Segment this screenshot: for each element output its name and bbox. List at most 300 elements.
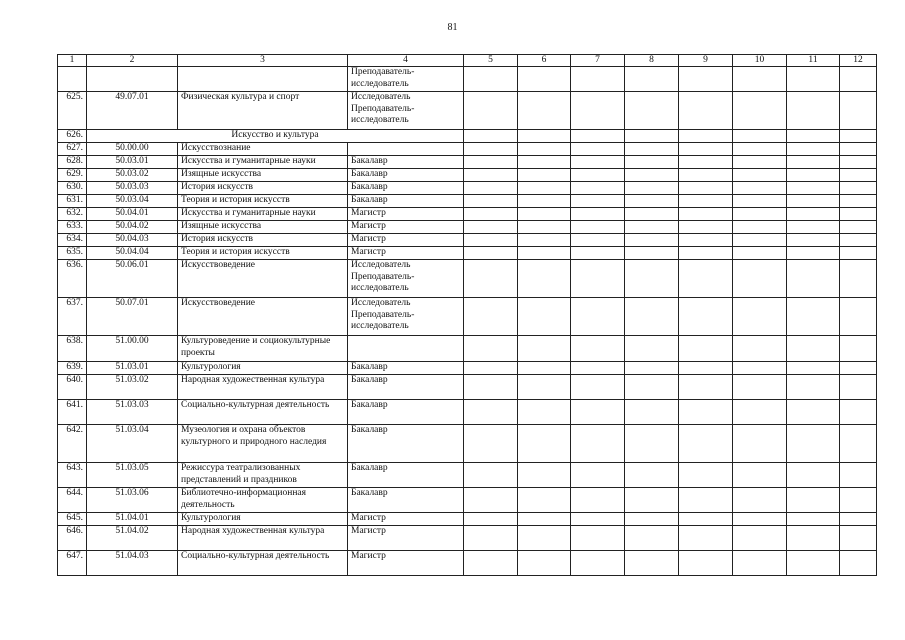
empty-cell — [787, 425, 840, 463]
qualification-cell — [348, 298, 464, 336]
table-row — [58, 208, 877, 221]
table-row — [58, 513, 877, 526]
empty-cell — [733, 247, 787, 260]
table-row — [58, 195, 877, 208]
qualification-line: Бакалавр — [351, 156, 388, 166]
empty-cell — [840, 298, 877, 336]
empty-cell — [625, 425, 679, 463]
row-number: 626. — [58, 130, 87, 143]
empty-cell — [518, 362, 571, 375]
empty-cell — [733, 551, 787, 576]
empty-cell — [571, 247, 625, 260]
empty-cell — [787, 513, 840, 526]
section-title: Искусство и культура — [87, 130, 464, 143]
row-number: 629. — [58, 169, 87, 182]
empty-cell — [733, 298, 787, 336]
empty-cell — [625, 143, 679, 156]
specialty-code: 51.04.01 — [87, 513, 178, 526]
empty-cell — [787, 208, 840, 221]
table-row — [58, 221, 877, 234]
table-row — [58, 260, 877, 298]
empty-cell — [840, 526, 877, 551]
specialty-name: Культурология — [178, 362, 348, 375]
qualification-cell — [348, 182, 464, 195]
specialty-code: 51.03.01 — [87, 362, 178, 375]
qualification-line: Преподаватель- — [351, 271, 415, 282]
empty-cell — [625, 362, 679, 375]
specialty-name: Искусства и гуманитарные науки — [178, 208, 348, 221]
table-row — [58, 463, 877, 488]
empty-cell — [518, 526, 571, 551]
empty-cell — [625, 488, 679, 513]
empty-cell — [679, 195, 733, 208]
table-row — [58, 169, 877, 182]
empty-cell — [518, 182, 571, 195]
empty-cell — [464, 234, 518, 247]
empty-cell — [733, 156, 787, 169]
empty-cell — [733, 400, 787, 425]
empty-cell — [840, 463, 877, 488]
empty-cell — [571, 551, 625, 576]
empty-cell — [787, 298, 840, 336]
empty-cell — [787, 221, 840, 234]
specialty-name: Режиссура театрализованных представлений и праздников — [178, 463, 348, 488]
empty-cell — [787, 247, 840, 260]
specialty-code: 51.00.00 — [87, 336, 178, 362]
empty-cell — [733, 488, 787, 513]
qualification-line: Исследователь — [351, 298, 411, 308]
empty-cell — [679, 375, 733, 400]
table-row — [58, 375, 877, 400]
row-number: 640. — [58, 375, 87, 400]
row-number: 641. — [58, 400, 87, 425]
empty-cell — [733, 169, 787, 182]
column-header: 4 — [348, 55, 464, 67]
empty-cell — [733, 143, 787, 156]
empty-cell — [464, 551, 518, 576]
empty-cell — [679, 169, 733, 182]
empty-cell — [840, 336, 877, 362]
empty-cell — [625, 375, 679, 400]
empty-cell — [518, 298, 571, 336]
empty-cell — [679, 425, 733, 463]
qualification-cell — [348, 234, 464, 247]
qualification-cell — [348, 195, 464, 208]
empty-cell — [679, 130, 733, 143]
empty-cell — [464, 260, 518, 298]
empty-cell — [625, 67, 679, 92]
specialty-code: 51.03.05 — [87, 463, 178, 488]
table-row — [58, 526, 877, 551]
empty-cell — [840, 221, 877, 234]
empty-cell — [787, 67, 840, 92]
table-row — [58, 156, 877, 169]
qualification-cell — [348, 362, 464, 375]
empty-cell — [733, 67, 787, 92]
empty-cell — [840, 130, 877, 143]
empty-cell — [571, 182, 625, 195]
empty-cell — [787, 526, 840, 551]
empty-cell — [733, 92, 787, 130]
specialty-code: 50.03.02 — [87, 169, 178, 182]
row-number: 646. — [58, 526, 87, 551]
row-number: 630. — [58, 182, 87, 195]
empty-cell — [571, 169, 625, 182]
specialties-table — [57, 54, 877, 576]
empty-cell — [787, 400, 840, 425]
empty-cell — [571, 260, 625, 298]
empty-cell — [464, 67, 518, 92]
empty-cell — [840, 67, 877, 92]
qualification-line: Преподаватель- — [351, 309, 415, 320]
qualification-cell — [348, 375, 464, 400]
empty-cell — [787, 169, 840, 182]
qualification-line: Бакалавр — [351, 463, 388, 473]
qualification-line: Бакалавр — [351, 400, 388, 410]
empty-cell — [679, 67, 733, 92]
specialty-name: Народная художественная культура — [178, 375, 348, 400]
qualification-line: Бакалавр — [351, 362, 388, 372]
qualification-line: Бакалавр — [351, 195, 388, 205]
empty-cell — [464, 513, 518, 526]
empty-cell — [464, 425, 518, 463]
empty-cell — [518, 67, 571, 92]
table-row — [58, 143, 877, 156]
empty-cell — [679, 551, 733, 576]
empty-cell — [625, 169, 679, 182]
empty-cell — [571, 463, 625, 488]
qualification-line: Преподаватель- — [351, 103, 415, 114]
specialty-name: Культурология — [178, 513, 348, 526]
empty-cell — [518, 551, 571, 576]
specialty-code: 51.03.03 — [87, 400, 178, 425]
qualification-line: Бакалавр — [351, 425, 388, 435]
section-row — [58, 130, 877, 143]
empty-cell — [787, 375, 840, 400]
specialty-name: Социально-культурная деятельность — [178, 551, 348, 576]
specialty-name: Теория и история искусств — [178, 247, 348, 260]
empty-cell — [571, 375, 625, 400]
column-header: 8 — [625, 55, 679, 67]
empty-cell — [733, 425, 787, 463]
table-row — [58, 362, 877, 375]
qualification-cell — [348, 67, 464, 92]
specialty-name: Народная художественная культура — [178, 526, 348, 551]
empty-cell — [571, 425, 625, 463]
column-header: 11 — [787, 55, 840, 67]
row-number: 643. — [58, 463, 87, 488]
empty-cell — [679, 513, 733, 526]
empty-cell — [518, 195, 571, 208]
empty-cell — [679, 234, 733, 247]
empty-cell — [464, 488, 518, 513]
empty-cell — [464, 143, 518, 156]
row-number: 632. — [58, 208, 87, 221]
empty-cell — [464, 208, 518, 221]
empty-cell — [787, 92, 840, 130]
specialty-code: 50.06.01 — [87, 260, 178, 298]
empty-cell — [464, 362, 518, 375]
row-number: 642. — [58, 425, 87, 463]
qualification-line: Бакалавр — [351, 182, 388, 192]
empty-cell — [787, 234, 840, 247]
specialty-code: 51.04.03 — [87, 551, 178, 576]
empty-cell — [840, 143, 877, 156]
qualification-line: Бакалавр — [351, 375, 388, 385]
qualification-line: Бакалавр — [351, 169, 388, 179]
row-number: 647. — [58, 551, 87, 576]
empty-cell — [464, 169, 518, 182]
row-number: 638. — [58, 336, 87, 362]
empty-cell — [625, 551, 679, 576]
empty-cell — [840, 169, 877, 182]
column-header: 3 — [178, 55, 348, 67]
empty-cell — [840, 425, 877, 463]
empty-cell — [679, 143, 733, 156]
row-number: 645. — [58, 513, 87, 526]
empty-cell — [625, 336, 679, 362]
empty-cell — [787, 336, 840, 362]
empty-cell — [518, 513, 571, 526]
header-row — [58, 55, 877, 67]
specialty-name: Социально-культурная деятельность — [178, 400, 348, 425]
specialty-code: 49.07.01 — [87, 92, 178, 130]
empty-cell — [840, 247, 877, 260]
row-number: 625. — [58, 92, 87, 130]
empty-cell — [571, 208, 625, 221]
empty-cell — [679, 526, 733, 551]
empty-cell — [733, 513, 787, 526]
empty-cell — [464, 400, 518, 425]
empty-cell — [518, 375, 571, 400]
empty-cell — [464, 221, 518, 234]
empty-cell — [625, 92, 679, 130]
specialty-name: История искусств — [178, 234, 348, 247]
empty-cell — [840, 260, 877, 298]
qualification-cell — [348, 400, 464, 425]
empty-cell — [625, 182, 679, 195]
empty-cell — [518, 143, 571, 156]
specialty-code: 50.04.03 — [87, 234, 178, 247]
empty-cell — [571, 513, 625, 526]
qualification-cell — [348, 156, 464, 169]
empty-cell — [787, 156, 840, 169]
qualification-cell — [348, 92, 464, 130]
row-number: 627. — [58, 143, 87, 156]
empty-cell — [840, 513, 877, 526]
qualification-line: Магистр — [351, 234, 386, 244]
qualification-cell — [348, 143, 464, 156]
specialty-code: 50.04.04 — [87, 247, 178, 260]
table-body — [58, 67, 877, 576]
empty-cell — [840, 156, 877, 169]
empty-cell — [679, 260, 733, 298]
empty-cell — [625, 247, 679, 260]
empty-cell — [840, 92, 877, 130]
empty-cell — [840, 182, 877, 195]
table-row — [58, 67, 877, 92]
page-number: 81 — [447, 22, 458, 33]
empty-cell — [840, 208, 877, 221]
empty-cell — [518, 92, 571, 130]
row-number: 634. — [58, 234, 87, 247]
empty-cell — [625, 400, 679, 425]
empty-cell — [840, 362, 877, 375]
empty-cell — [518, 336, 571, 362]
empty-cell — [464, 247, 518, 260]
qualification-cell — [348, 221, 464, 234]
empty-cell — [625, 234, 679, 247]
empty-cell — [625, 513, 679, 526]
empty-cell — [733, 208, 787, 221]
empty-cell — [840, 551, 877, 576]
qualification-line: исследователь — [351, 283, 409, 293]
empty-cell — [464, 463, 518, 488]
table-row — [58, 551, 877, 576]
table-row — [58, 247, 877, 260]
qualification-line: исследователь — [351, 78, 409, 89]
empty-cell — [679, 221, 733, 234]
empty-cell — [464, 526, 518, 551]
qualification-line: Магистр — [351, 551, 386, 561]
empty-cell — [733, 221, 787, 234]
qualification-cell — [348, 169, 464, 182]
specialty-code: 50.00.00 — [87, 143, 178, 156]
empty-cell — [571, 92, 625, 130]
qualification-cell — [348, 513, 464, 526]
column-header: 10 — [733, 55, 787, 67]
empty-cell — [518, 463, 571, 488]
empty-cell — [787, 130, 840, 143]
empty-cell — [625, 208, 679, 221]
table-row — [58, 234, 877, 247]
column-header: 9 — [679, 55, 733, 67]
table-row — [58, 298, 877, 336]
empty-cell — [571, 67, 625, 92]
qualification-line: Исследователь — [351, 92, 411, 102]
specialty-name: Культуроведение и социокультурные проекты — [178, 336, 348, 362]
qualification-line: Бакалавр — [351, 488, 388, 498]
table-row — [58, 92, 877, 130]
qualification-line: исследователь — [351, 321, 409, 331]
qualification-cell — [348, 208, 464, 221]
column-header: 12 — [840, 55, 877, 67]
empty-cell — [518, 156, 571, 169]
specialty-name: История искусств — [178, 182, 348, 195]
empty-cell — [518, 234, 571, 247]
empty-cell — [679, 488, 733, 513]
row-number: 639. — [58, 362, 87, 375]
empty-cell — [464, 375, 518, 400]
empty-cell — [679, 336, 733, 362]
specialty-name: Искусства и гуманитарные науки — [178, 156, 348, 169]
empty-cell — [840, 400, 877, 425]
qualification-cell — [348, 247, 464, 260]
empty-cell — [733, 195, 787, 208]
specialty-name: Теория и история искусств — [178, 195, 348, 208]
empty-cell — [733, 260, 787, 298]
table-row — [58, 488, 877, 513]
empty-cell — [518, 208, 571, 221]
row-number: 631. — [58, 195, 87, 208]
specialty-code: 50.04.01 — [87, 208, 178, 221]
qualification-cell — [348, 526, 464, 551]
specialty-name: Искусствоведение — [178, 298, 348, 336]
empty-cell — [787, 551, 840, 576]
specialty-code — [87, 67, 178, 92]
empty-cell — [518, 425, 571, 463]
empty-cell — [464, 298, 518, 336]
empty-cell — [625, 463, 679, 488]
specialty-code: 50.03.03 — [87, 182, 178, 195]
qualification-line: исследователь — [351, 115, 409, 125]
empty-cell — [518, 130, 571, 143]
specialty-name: Искусствоведение — [178, 260, 348, 298]
specialty-code: 50.07.01 — [87, 298, 178, 336]
empty-cell — [679, 182, 733, 195]
table-row — [58, 400, 877, 425]
specialty-code: 51.04.02 — [87, 526, 178, 551]
empty-cell — [733, 336, 787, 362]
qualification-cell — [348, 463, 464, 488]
empty-cell — [733, 375, 787, 400]
empty-cell — [571, 156, 625, 169]
column-header: 7 — [571, 55, 625, 67]
specialty-name: Изящные искусства — [178, 221, 348, 234]
empty-cell — [679, 298, 733, 336]
empty-cell — [464, 182, 518, 195]
empty-cell — [464, 195, 518, 208]
empty-cell — [518, 488, 571, 513]
empty-cell — [733, 463, 787, 488]
empty-cell — [787, 463, 840, 488]
empty-cell — [787, 488, 840, 513]
empty-cell — [733, 182, 787, 195]
empty-cell — [571, 143, 625, 156]
empty-cell — [518, 169, 571, 182]
qualification-line: Преподаватель- — [351, 67, 415, 77]
specialty-name: Музеология и охрана объектов культурного и природного наследия — [178, 425, 348, 463]
empty-cell — [679, 247, 733, 260]
empty-cell — [733, 130, 787, 143]
qualification-cell — [348, 488, 464, 513]
empty-cell — [625, 195, 679, 208]
empty-cell — [733, 234, 787, 247]
empty-cell — [625, 156, 679, 169]
empty-cell — [518, 247, 571, 260]
empty-cell — [571, 400, 625, 425]
table-row — [58, 425, 877, 463]
row-number: 635. — [58, 247, 87, 260]
specialty-name: Физическая культура и спорт — [178, 92, 348, 130]
qualification-cell — [348, 425, 464, 463]
column-header: 2 — [87, 55, 178, 67]
column-header: 1 — [58, 55, 87, 67]
empty-cell — [625, 260, 679, 298]
qualification-cell — [348, 336, 464, 362]
empty-cell — [571, 298, 625, 336]
empty-cell — [518, 400, 571, 425]
empty-cell — [464, 130, 518, 143]
specialty-code: 50.03.01 — [87, 156, 178, 169]
empty-cell — [571, 336, 625, 362]
specialty-code: 50.04.02 — [87, 221, 178, 234]
empty-cell — [787, 362, 840, 375]
qualification-line: Магистр — [351, 526, 386, 536]
qualification-cell — [348, 551, 464, 576]
empty-cell — [787, 143, 840, 156]
empty-cell — [518, 260, 571, 298]
